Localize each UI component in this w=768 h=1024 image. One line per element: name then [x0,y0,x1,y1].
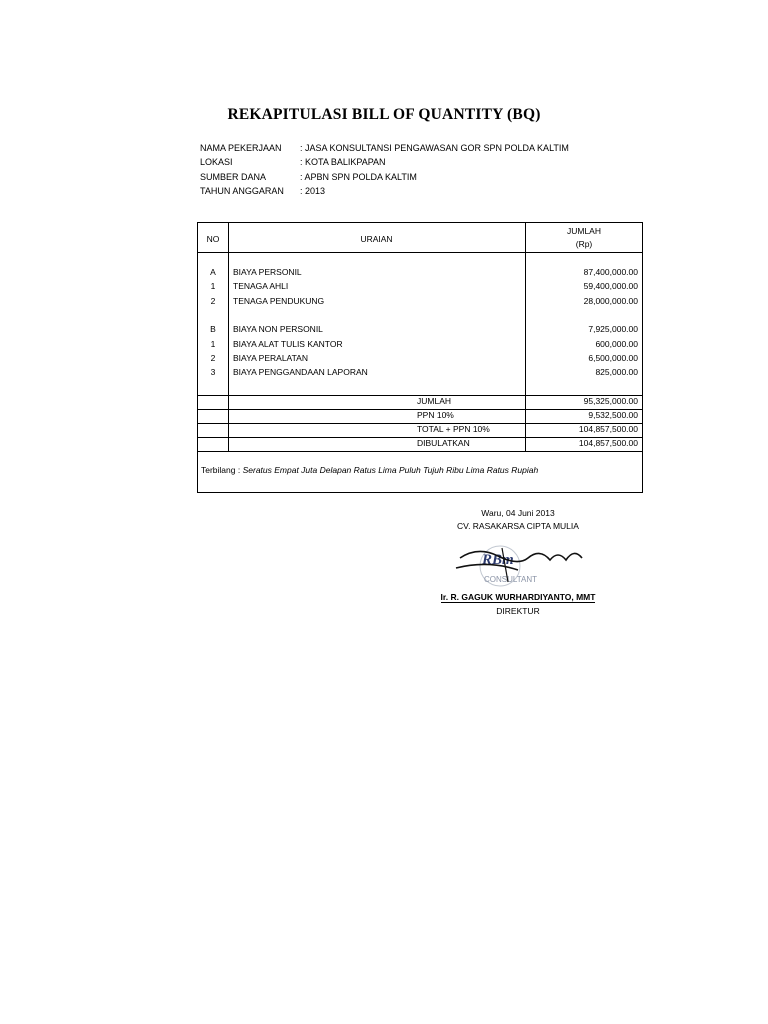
summary-label: DIBULATKAN [417,438,470,448]
signature-name-text: Ir. R. GAGUK WURHARDIYANTO, MMT [440,592,596,602]
summary-value: 104,857,500.00 [578,424,638,434]
summary-label: PPN 10% [417,410,454,420]
item-label: TENAGA AHLI [233,281,289,291]
column-divider [228,223,229,452]
info-value: : APBN SPN POLDA KALTIM [300,171,417,182]
column-divider [525,223,526,452]
summary-label: JUMLAH [417,396,452,406]
signature-scribble [456,551,582,570]
info-row-nama-pekerjaan [200,141,569,155]
item-value: 59,400,000.00 [583,281,638,291]
item-value: 6,500,000.00 [588,353,638,363]
info-label: SUMBER DANA [200,171,267,182]
terbilang [201,464,538,477]
bq-table [197,222,643,493]
item-value: 28,000,000.00 [583,296,638,306]
svg-text:CONSULTANT: CONSULTANT [484,575,538,584]
item-label: TENAGA PENDUKUNG [233,296,325,306]
header-jumlah [525,225,643,251]
summary-label: TOTAL + PPN 10% [417,424,490,434]
item-no: 2 [210,353,216,363]
info-label: NAMA PEKERJAAN [200,143,282,153]
signature-place-date: Waru, 04 Juni 2013 [481,508,555,518]
item-no: 2 [210,296,216,306]
item-value: 600,000.00 [595,339,638,349]
summary-value: 9,532,500.00 [588,410,638,420]
header-uraian: URAIAN [360,234,393,244]
item-no: A [210,267,216,277]
item-no: 1 [210,339,216,349]
item-value: 7,925,000.00 [588,324,638,334]
item-label: BIAYA PERSONIL [233,267,302,277]
signature-name [0,592,768,602]
header-jumlah-label: JUMLAH [566,226,601,236]
signature-stamp [448,538,598,590]
info-row-tahun-anggaran [200,184,569,198]
row-divider [198,451,642,452]
page-title: REKAPITULASI BILL OF QUANTITY (BQ) [227,106,541,123]
signature-position: DIREKTUR [496,606,540,616]
terbilang-value: Seratus Empat Juta Delapan Ratus Lima Puluh Tujuh Ribu Lima Ratus Rupiah [242,465,539,475]
info-value: : 2013 [300,185,326,196]
info-label: TAHUN ANGGARAN [200,185,284,196]
header-no: NO [206,234,220,244]
header-jumlah-unit: (Rp) [575,239,593,249]
summary-value: 95,325,000.00 [583,396,638,406]
item-label: BIAYA NON PERSONIL [233,324,323,334]
info-value: : JASA KONSULTANSI PENGAWASAN GOR SPN POLDA KALTIM [300,143,569,153]
project-info [200,141,569,198]
item-no: 1 [210,281,216,291]
summary-value: 104,857,500.00 [578,438,638,448]
svg-text:RBm: RBm [482,552,514,568]
item-no: 3 [210,367,216,377]
info-label: LOKASI [200,157,233,168]
terbilang-label: Terbilang : [201,465,243,475]
header-divider [198,252,642,253]
item-no: B [210,324,216,334]
info-row-sumber-dana [200,170,569,184]
info-row-lokasi [200,155,569,169]
item-label: BIAYA ALAT TULIS KANTOR [233,339,343,349]
item-value: 87,400,000.00 [583,267,638,277]
item-label: BIAYA PENGGANDAAN LAPORAN [233,367,368,377]
signature-company: CV. RASAKARSA CIPTA MULIA [457,521,579,531]
item-value: 825,000.00 [595,367,638,377]
info-value: : KOTA BALIKPAPAN [300,157,386,168]
item-label: BIAYA PERALATAN [233,353,308,363]
